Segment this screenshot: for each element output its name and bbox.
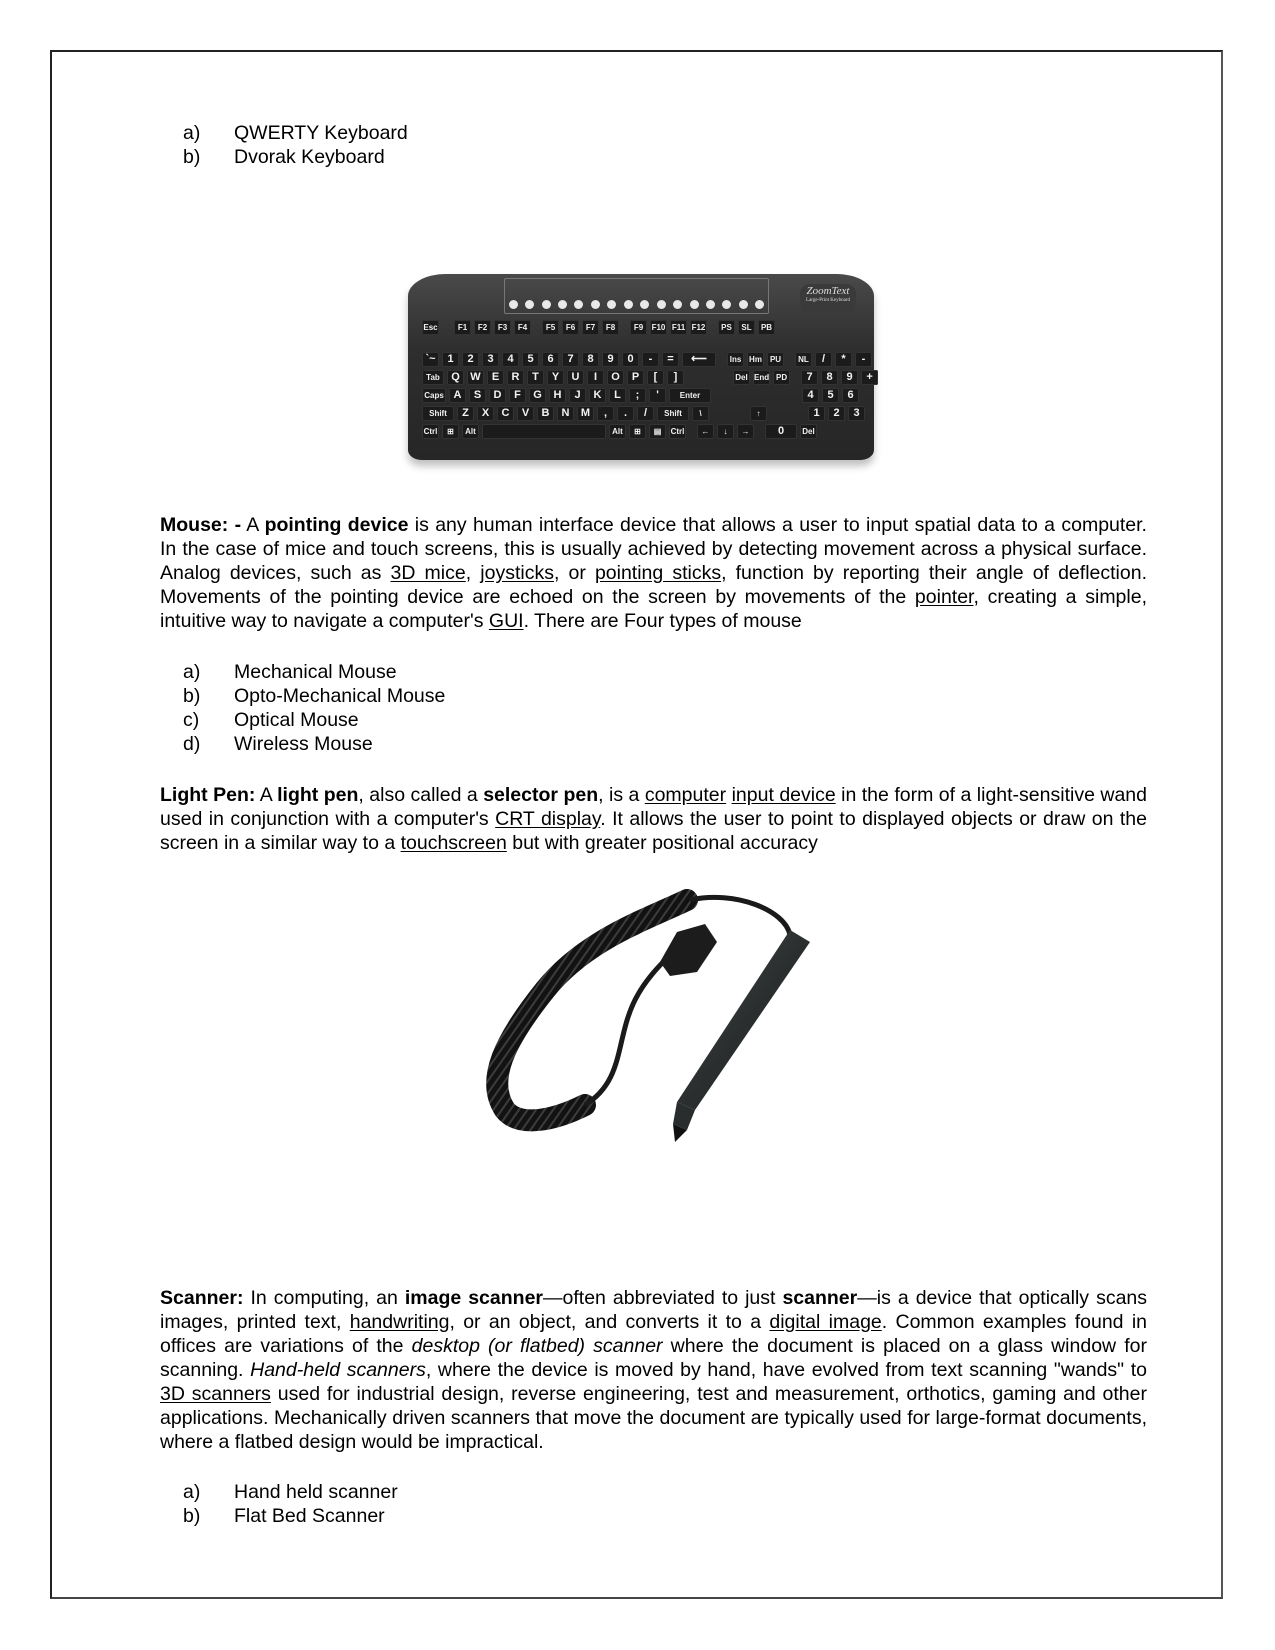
list-item-label: Optical Mouse [234, 709, 359, 731]
key: Shift [657, 406, 689, 421]
text: , function by reporting their angle of deflection. Movements of the pointing device are echoed on the screen by movements of the [160, 562, 1147, 608]
link-pointer[interactable]: pointer [914, 586, 974, 608]
key: H [549, 388, 566, 403]
key: ' [649, 388, 666, 403]
key: N [557, 406, 574, 421]
key: M [577, 406, 594, 421]
text: where the document is placed on a glass window for scanning. [160, 1335, 1147, 1381]
list-item-label: Dvorak Keyboard [234, 146, 385, 168]
key: F8 [602, 320, 619, 335]
mouse-types-list [183, 660, 445, 756]
link-computer[interactable]: computer [644, 784, 727, 806]
text: in the form of a light-sensitive wand used in conjunction with a computer's [160, 784, 1147, 830]
key: ⊞ [442, 424, 459, 439]
list-item [183, 660, 445, 684]
key: T [527, 370, 544, 385]
list-item [183, 121, 408, 145]
key: 6 [542, 352, 559, 367]
key: 0 [622, 352, 639, 367]
link-digital-image[interactable]: digital image [769, 1311, 882, 1333]
key: Esc [422, 320, 439, 335]
keyboard-image [402, 262, 880, 472]
scanner-section [160, 1286, 1147, 1454]
bold-term: selector pen [483, 784, 599, 806]
key: F5 [542, 320, 559, 335]
key: . [617, 406, 634, 421]
key: Del [733, 370, 750, 385]
link-input-device[interactable]: input device [731, 784, 836, 806]
key: J [569, 388, 586, 403]
bold-term: image scanner [404, 1287, 544, 1309]
key: O [607, 370, 624, 385]
list-marker: a) [183, 122, 201, 144]
key: 1 [442, 352, 459, 367]
key: \ [692, 406, 709, 421]
key: D [489, 388, 506, 403]
key: Tab [422, 370, 444, 385]
keyboard-row-home [422, 388, 859, 403]
key: ↑ [750, 406, 767, 421]
key: F3 [494, 320, 511, 335]
list-item [183, 732, 445, 756]
key: P [627, 370, 644, 385]
key: 3 [848, 406, 865, 421]
key: + [861, 370, 878, 385]
text: A [241, 514, 265, 536]
key: `~ [422, 352, 439, 367]
key: F11 [670, 320, 687, 335]
key: 0 [765, 424, 797, 439]
key: [ [647, 370, 664, 385]
key: 5 [822, 388, 839, 403]
brand-sub: Large-Print Keyboard [806, 298, 850, 303]
list-item-label: Mechanical Mouse [234, 661, 397, 683]
key: F6 [562, 320, 579, 335]
key: ↓ [717, 424, 734, 439]
key: F9 [630, 320, 647, 335]
bold-term: light pen [277, 784, 359, 806]
list-item [183, 1480, 398, 1504]
key: ; [629, 388, 646, 403]
key: 7 [801, 370, 818, 385]
spacebar-key [482, 424, 606, 439]
key: I [587, 370, 604, 385]
section-heading: Scanner: [160, 1287, 244, 1309]
key: A [449, 388, 466, 403]
key: G [529, 388, 546, 403]
list-item-label: Opto-Mechanical Mouse [234, 685, 446, 707]
list-item [183, 1504, 398, 1528]
key: PU [767, 352, 784, 367]
key: Q [447, 370, 464, 385]
mouse-paragraph [160, 513, 1147, 633]
key: → [737, 424, 754, 439]
text: . It allows the user to point to displayed objects or draw on the screen in a similar way to a [160, 808, 1147, 854]
key: 5 [522, 352, 539, 367]
bold-term: pointing device [264, 514, 409, 536]
mouse-section [160, 513, 1147, 633]
key: F7 [582, 320, 599, 335]
key: PS [718, 320, 735, 335]
key: 4 [802, 388, 819, 403]
brand-name: ZoomText [806, 285, 850, 297]
key: F2 [474, 320, 491, 335]
text: A [255, 784, 278, 806]
key: / [637, 406, 654, 421]
link-crt-display[interactable]: CRT display [495, 808, 601, 830]
list-item-label: QWERTY Keyboard [234, 122, 408, 144]
list-item [183, 708, 445, 732]
scanner-paragraph [160, 1286, 1147, 1454]
list-marker: b) [183, 146, 201, 168]
text: , [465, 562, 481, 584]
list-marker: a) [183, 1481, 201, 1503]
key: 8 [582, 352, 599, 367]
list-marker: c) [183, 709, 200, 731]
key: Hm [747, 352, 764, 367]
key: NL [795, 352, 812, 367]
bold-term: scanner [782, 1287, 858, 1309]
key: Y [547, 370, 564, 385]
text: but with greater positional accuracy [506, 832, 818, 854]
text: , also called a [358, 784, 484, 806]
keyboard-row-shift [422, 406, 865, 421]
keyboard-row-qwerty [422, 370, 878, 385]
key: * [835, 352, 852, 367]
keyboard-row-function [422, 320, 775, 335]
text: , where the device is moved by hand, have evolved from text scanning "wands" to [425, 1359, 1147, 1381]
key: End [753, 370, 770, 385]
link-handwriting[interactable]: handwriting [349, 1311, 450, 1333]
key: 9 [841, 370, 858, 385]
key: U [567, 370, 584, 385]
key: Alt [609, 424, 626, 439]
list-marker: b) [183, 685, 201, 707]
key: F4 [514, 320, 531, 335]
key: 6 [842, 388, 859, 403]
key: 7 [562, 352, 579, 367]
list-item-label: Wireless Mouse [234, 733, 373, 755]
list-marker: d) [183, 733, 201, 755]
scanner-types-list [183, 1480, 398, 1528]
list-marker: b) [183, 1505, 201, 1527]
key: V [517, 406, 534, 421]
key: 4 [502, 352, 519, 367]
link-gui[interactable]: GUI [488, 610, 524, 632]
italic-term: Hand-held scanners [250, 1359, 426, 1381]
key: F12 [690, 320, 707, 335]
keyboard-brand-logo [800, 284, 856, 314]
key: X [477, 406, 494, 421]
keyboard-hotkey-strip [504, 278, 769, 314]
list-item-label: Flat Bed Scanner [234, 1505, 385, 1527]
key: ] [667, 370, 684, 385]
text: . There are Four types of mouse [523, 610, 802, 632]
link-3d-scanners[interactable]: 3D scanners [160, 1383, 271, 1405]
text: used for industrial design, reverse engineering, test and measurement, orthotics, gaming and other applications. Mechanically driven scanners that move the document are typically used for large-format documents, where a flatbed design would be impractical. [160, 1383, 1147, 1453]
key: Z [457, 406, 474, 421]
text: , is a [598, 784, 645, 806]
light-pen-section [160, 783, 1147, 855]
key: SL [738, 320, 755, 335]
key: W [467, 370, 484, 385]
key: - [855, 352, 872, 367]
key: PB [758, 320, 775, 335]
key: K [589, 388, 606, 403]
key: 8 [821, 370, 838, 385]
keyboard-row-number [422, 352, 872, 367]
key: F1 [454, 320, 471, 335]
list-item [183, 145, 408, 169]
key: ⟵ [682, 352, 716, 367]
key: L [609, 388, 626, 403]
key: F [509, 388, 526, 403]
light-pen-image [465, 880, 827, 1150]
key: - [642, 352, 659, 367]
key: Ctrl [669, 424, 686, 439]
light-pen-paragraph [160, 783, 1147, 855]
key: Caps [422, 388, 446, 403]
text: —is a device that optically scans images, printed text, [160, 1287, 1148, 1333]
keyboard-body [408, 274, 874, 460]
light-pen-illustration [465, 880, 827, 1150]
key: B [537, 406, 554, 421]
link-joysticks[interactable]: joysticks [480, 562, 554, 584]
key: 3 [482, 352, 499, 367]
key: Ctrl [422, 424, 439, 439]
key: 9 [602, 352, 619, 367]
key: Del [800, 424, 817, 439]
key: F10 [650, 320, 667, 335]
link-3d-mice[interactable]: 3D mice [390, 562, 466, 584]
link-pointing-sticks[interactable]: pointing sticks [594, 562, 722, 584]
list-marker: a) [183, 661, 201, 683]
text: , or an object, and converts it to a [449, 1311, 770, 1333]
key: R [507, 370, 524, 385]
key: C [497, 406, 514, 421]
keyboard-types-list [183, 121, 408, 169]
key: 1 [808, 406, 825, 421]
key: Alt [462, 424, 479, 439]
text: In computing, an [243, 1287, 405, 1309]
key: 2 [462, 352, 479, 367]
link-touchscreen[interactable]: touchscreen [400, 832, 507, 854]
text: —often abbreviated to just [543, 1287, 783, 1309]
key: ⊞ [629, 424, 646, 439]
key: Shift [422, 406, 454, 421]
text: , or [553, 562, 595, 584]
list-item-label: Hand held scanner [234, 1481, 398, 1503]
key: ▤ [649, 424, 666, 439]
key: Enter [669, 388, 711, 403]
italic-term: desktop (or flatbed) scanner [411, 1335, 663, 1357]
key: Ins [727, 352, 744, 367]
key: / [815, 352, 832, 367]
key: = [662, 352, 679, 367]
text: is any human interface device that allows a user to input spatial data to a computer. In the case of mice and touch screens, this is usually achieved by detecting movement across a physical surface. Analog devices, such as [160, 514, 1147, 584]
text: , creating a simple, intuitive way to navigate a computer's [160, 586, 1147, 632]
key: PD [773, 370, 790, 385]
key: 2 [828, 406, 845, 421]
section-heading: Light Pen: [160, 784, 256, 806]
key: ← [697, 424, 714, 439]
key: , [597, 406, 614, 421]
section-heading: Mouse: - [160, 514, 242, 536]
keyboard-row-bottom [422, 424, 817, 439]
text: . Common examples found in offices are variations of the [160, 1311, 1148, 1357]
key: E [487, 370, 504, 385]
list-item [183, 684, 445, 708]
key: S [469, 388, 486, 403]
